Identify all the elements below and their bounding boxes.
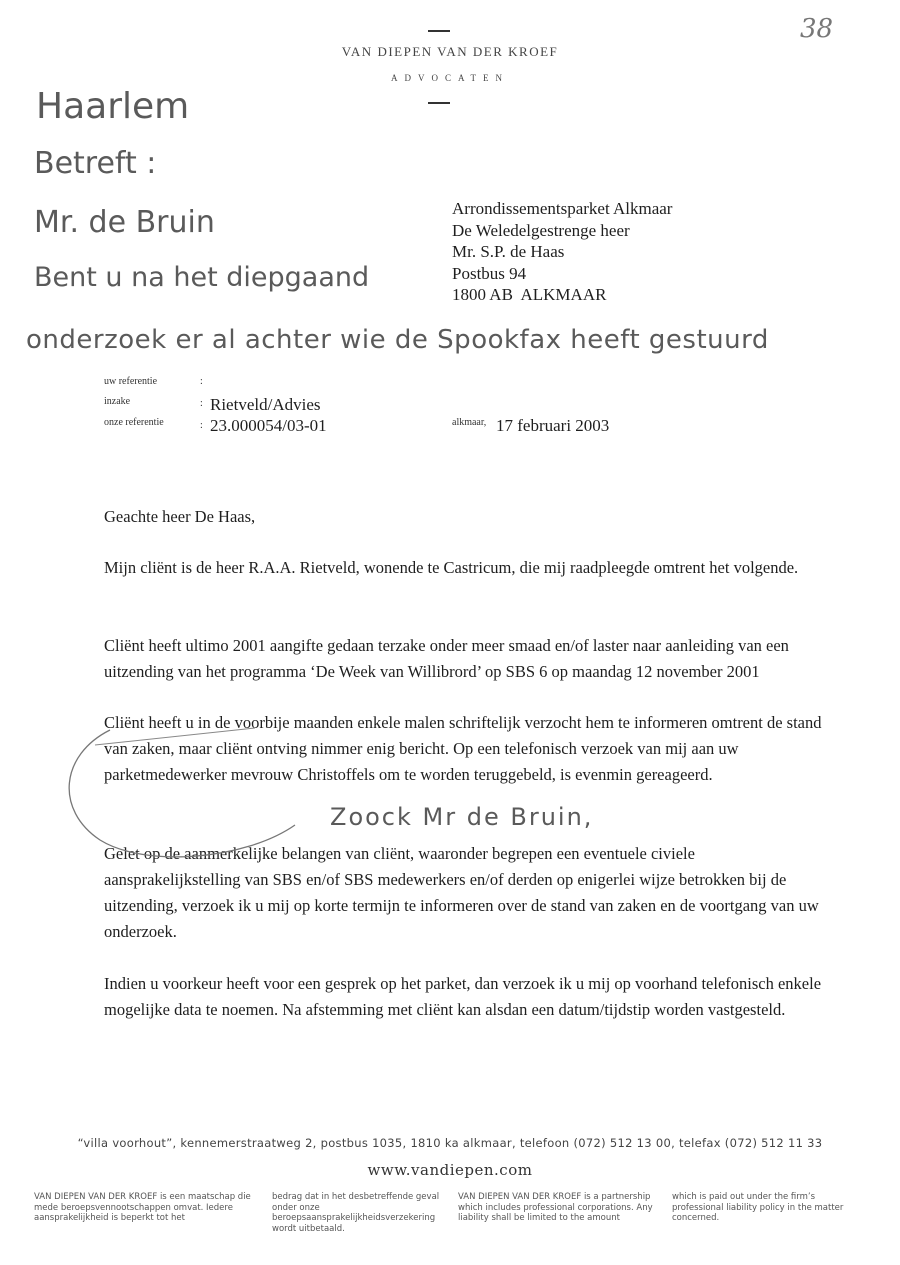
onze-referentie-colon: : xyxy=(200,420,203,431)
recipient-line: De Weledelgestrenge heer xyxy=(452,220,630,240)
handwritten-note-city: Haarlem xyxy=(36,86,190,127)
disclaimer-firm-name-en: VAN DIEPEN VAN DER KROEF xyxy=(458,1192,582,1202)
recipient-line: 1800 AB ALKMAAR xyxy=(452,285,607,304)
footer-address: “villa voorhout”, kennemerstraatweg 2, postbus 1035, 1810 ka alkmaar, telefoon (072) 512 13 00, telefax (072) 512 11 33 xyxy=(77,1136,823,1150)
inzake-value: Rietveld/Advies xyxy=(210,395,321,414)
disclaimer-col-4: which is paid out under the firm’s professional liability policy in the matter concerned. xyxy=(672,1192,844,1223)
firm-subtitle: ADVOCATEN xyxy=(391,73,509,83)
inzake-label: inzake xyxy=(104,396,131,407)
handwritten-note-betreft: Betreft : xyxy=(34,146,157,181)
paragraph-aangifte: Cliënt heeft ultimo 2001 aangifte gedaan terzake onder meer smaad en/of laster naar aanleiding van een uitzending van het programma ‘De Week van Willibrord’ op SBS 6 op maandag 12 november 2001 xyxy=(104,636,789,681)
disclaimer-text: is een maatschap die mede beroepsvennootschappen omvat. Iedere aansprakelijkheid is beperkt tot het xyxy=(34,1192,251,1223)
disclaimer-firm-name: VAN DIEPEN VAN DER KROEF xyxy=(34,1192,158,1202)
paragraph-verzoek: Cliënt heeft u in de voorbije maanden enkele malen schriftelijk verzocht hem te informeren omtrent de stand van zaken, maar cliënt ontving nimmer enig bericht. Op een telefonisch verzoek van mij aan uw parketmedewerker mevrouw Christoffels om te worden teruggebeld, is evenmin gereageerd. xyxy=(104,713,822,784)
inzake-colon: : xyxy=(200,398,203,409)
recipient-line: Postbus 94 xyxy=(452,263,527,283)
letter-place: alkmaar, xyxy=(452,417,487,428)
paragraph-belangen: Gelet op de aanmerkelijke belangen van cliënt, waaronder begrepen een eventuele civiele aansprakelijkstelling van SBS en/of SBS medewerkers en/of derden op enigerlei wijze betrokken bij de uitzending, verzoek ik u mij op korte termijn te informeren over de stand van zaken en de voortgang van uw onderzoek. xyxy=(104,844,819,941)
handwritten-note-question-2: onderzoek er al achter wie de Spookfax heeft gestuurd xyxy=(26,325,769,355)
paragraph-gesprek: Indien u voorkeur heeft voor een gesprek op het parket, dan verzoek ik u mij op voorhand telefonisch enkele mogelijke data te noemen. Na afstemming met cliënt kan alsdan een datum/tijdstip worden vastgesteld. xyxy=(104,974,822,1019)
handwritten-note-name: Mr. de Bruin xyxy=(34,205,215,240)
handwritten-note-question-1: Bent u na het diepgaand xyxy=(34,262,370,293)
recipient-address xyxy=(452,198,672,306)
recipient-line: Mr. S.P. de Haas xyxy=(452,242,565,261)
footer-website[interactable]: www.vandiepen.com xyxy=(367,1161,533,1179)
handwritten-margin-note: Zoock Mr de Bruin, xyxy=(330,803,594,831)
header-rule-top xyxy=(428,30,450,32)
letter-date: 17 februari 2003 xyxy=(496,416,610,435)
disclaimer-text-en: is a partnership which includes professional corporations. Any liability shall be limited to the amount xyxy=(458,1192,653,1223)
firm-name: VAN DIEPEN VAN DER KROEF xyxy=(341,44,559,59)
page-number: 38 xyxy=(800,14,834,44)
uw-referentie-colon: : xyxy=(200,376,203,387)
header-rule-bottom xyxy=(428,102,450,104)
disclaimer-col-3 xyxy=(458,1192,658,1224)
onze-referentie-value: 23.000054/03-01 xyxy=(210,416,327,435)
handwritten-circle-mark xyxy=(55,700,325,870)
recipient-line: Arrondissementsparket Alkmaar xyxy=(452,199,673,218)
disclaimer-col-2: bedrag dat in het desbetreffende geval onder onze beroepsaansprakelijkheidsverzekering wordt uitbetaald. xyxy=(272,1192,440,1234)
salutation: Geachte heer De Haas, xyxy=(104,507,256,526)
paragraph-intro: Mijn cliënt is de heer R.A.A. Rietveld, wonende te Castricum, die mij raadpleegde omtrent het volgende. xyxy=(104,558,799,577)
onze-referentie-label: onze referentie xyxy=(104,417,164,428)
disclaimer-col-1 xyxy=(34,1192,254,1224)
uw-referentie-label: uw referentie xyxy=(104,376,158,387)
